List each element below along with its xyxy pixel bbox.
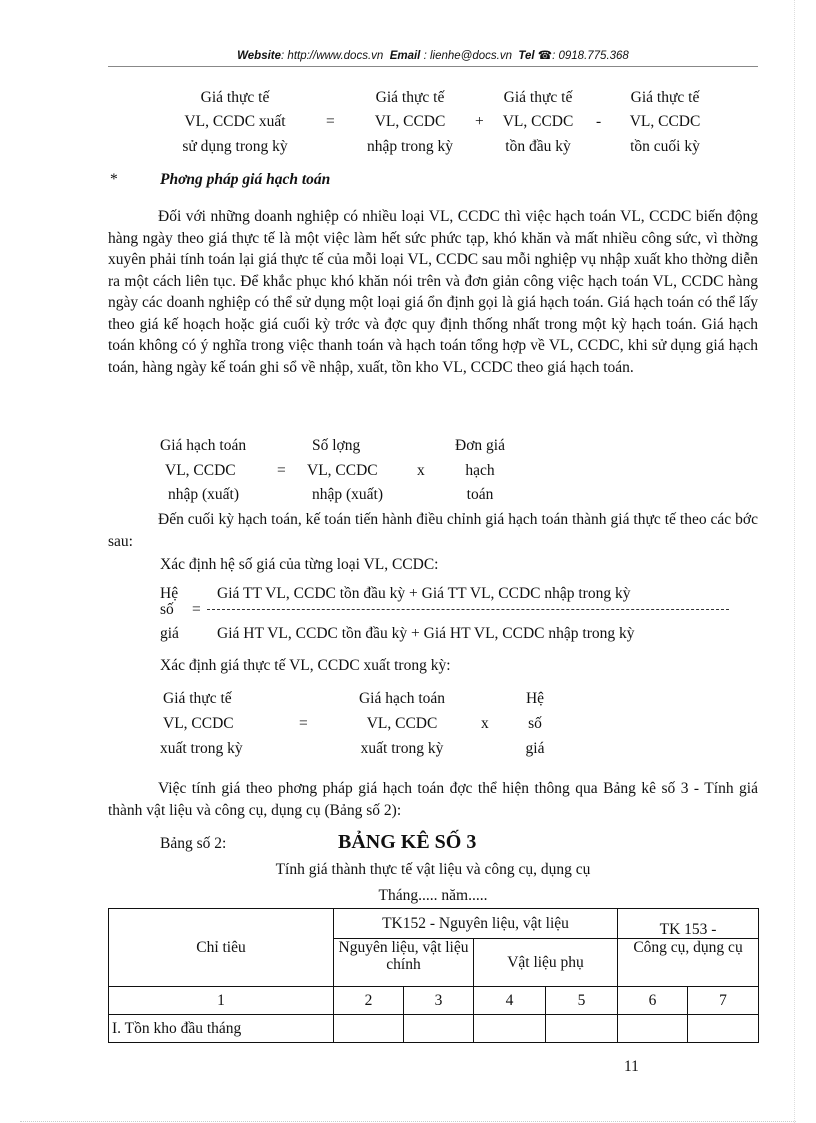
f2-col1-line2: VL, CCDC <box>165 462 236 479</box>
f3-col3-line3: giá <box>525 740 545 757</box>
table-title: BẢNG KÊ SỐ 3 <box>338 831 477 853</box>
col-number: 6 <box>618 987 688 1015</box>
col-number: 7 <box>688 987 759 1015</box>
f1-equals: = <box>326 113 335 130</box>
f1-col2-line1: Giá thực tế <box>375 89 445 106</box>
header-rule <box>108 66 758 67</box>
phone-icon: ☎ <box>537 50 553 62</box>
f2-times: x <box>417 462 425 479</box>
f2-col3-line2: hạch <box>465 462 495 479</box>
f2-equals: = <box>277 462 286 479</box>
f1-minus: - <box>596 113 602 130</box>
f3-equals: = <box>299 715 308 732</box>
f3-col3-line1: Hệ <box>525 690 545 707</box>
coef-label-top: Hệ <box>160 585 179 602</box>
header-tk152: TK152 - Nguyên liệu, vật liệu <box>334 909 618 939</box>
coef-intro: Xác định hệ số giá của từng loại VL, CCDC: <box>160 556 439 573</box>
coef-denominator: Giá HT VL, CCDC tồn đầu kỳ + Giá HT VL, CCDC nhập trong kỳ <box>217 625 635 642</box>
page-header <box>108 48 758 62</box>
website-value: : http://www.docs.vn <box>281 50 384 62</box>
table-cell <box>546 1015 618 1043</box>
actual-intro: Xác định giá thực tế VL, CCDC xuất trong kỳ: <box>160 657 451 674</box>
col-number: 3 <box>404 987 474 1015</box>
row-ton-kho-dau-thang: I. Tồn kho đầu tháng <box>109 1015 334 1043</box>
paragraph-adjust: Đến cuối kỳ hạch toán, kế toán tiến hành điều chỉnh giá hạch toán thành giá thực tế theo các bớc sau: <box>108 511 758 550</box>
coef-equals: = <box>192 601 201 618</box>
f3-col1-line1: Giá thực tế <box>163 690 232 707</box>
f2-col2-line2: VL, CCDC <box>307 462 378 479</box>
table-cell <box>334 1015 404 1043</box>
f1-col3-line1: Giá thực tế <box>503 89 573 106</box>
tel-value: : 0918.775.368 <box>552 50 629 62</box>
f1-plus: + <box>475 113 484 130</box>
f3-col2-line1: Giá hạch toán <box>358 690 446 707</box>
f1-col1-line3: sử dụng trong kỳ <box>182 138 288 155</box>
f3-col2-line2: VL, CCDC <box>366 715 438 732</box>
header-ccdc: Công cụ, dụng cụ <box>618 939 759 987</box>
summary-table <box>108 908 759 1043</box>
email-value: : lienhe@docs.vn <box>423 50 512 62</box>
f1-col3-line2: VL, CCDC <box>502 113 574 130</box>
col-number: 4 <box>474 987 546 1015</box>
f3-col1-line2: VL, CCDC <box>163 715 234 732</box>
f3-col2-line3: xuất trong kỳ <box>360 740 444 757</box>
f2-col1-line1: Giá hạch toán <box>160 437 247 454</box>
email-label: Email <box>389 50 421 62</box>
col-number: 5 <box>546 987 618 1015</box>
f3-times: x <box>481 715 489 732</box>
table-number-label: Bảng số 2: <box>160 835 227 852</box>
f2-col1-line3: nhập (xuất) <box>168 486 240 503</box>
table-cell <box>618 1015 688 1043</box>
header-nl-chinh: Nguyên liệu, vật liệu chính <box>334 939 474 987</box>
table-cell <box>688 1015 759 1043</box>
table-subtitle: Tính giá thành thực tế vật liệu và công cụ, dụng cụ <box>275 861 591 878</box>
f1-col4-line2: VL, CCDC <box>629 113 701 130</box>
table-cell <box>474 1015 546 1043</box>
col-number: 2 <box>334 987 404 1015</box>
fraction-line <box>207 609 729 610</box>
table-cell <box>404 1015 474 1043</box>
f1-col1-line1: Giá thực tế <box>200 89 270 106</box>
paragraph-intro: Đối với những doanh nghiệp có nhiều loại VL, CCDC thì việc hạch toán VL, CCDC biến động hàng ngày theo giá thực tế là một việc làm hết sức phức tạp, khó khăn và mất nhiều công sức, vì thờng xuyên phải tính toán lại giá thực tế của mỗi loại VL, CCDC sau mỗi nghiệp vụ nhập xuất kho thờng diễn ra một cách liên tục. Để khắc phục khó khăn nói trên và đơn giản công việc hạch toán VL, CCDC hàng ngày các doanh nghiệp có thể sử dụng một loại giá ổn định gọi là giá hạch toán. Giá hạch toán có thể lấy theo giá kế hoạch hoặc giá cuối kỳ trớc và đợc quy định thống nhất trong một kỳ hạch toán. Giá hạch toán không có ý nghĩa trong việc thanh toán và hạch toán tổng hợp về VL, CCDC, khi sử dụng giá hạch toán, hàng ngày kế toán ghi sổ về nhập, xuất, tồn kho VL, CCDC theo giá hạch toán. <box>108 208 758 376</box>
bottom-border <box>20 1121 796 1122</box>
website-label: Website <box>237 50 282 62</box>
f2-col2-line3: nhập (xuất) <box>312 486 384 503</box>
header-tk153: TK 153 - <box>618 909 759 939</box>
header-chi-tieu: Chỉ tiêu <box>109 909 334 987</box>
f1-col2-line3: nhập trong kỳ <box>366 138 454 155</box>
f3-col3-line2: số <box>528 715 542 732</box>
coef-label-bot: giá <box>160 625 179 642</box>
section-title: Phơng pháp giá hạch toán <box>160 171 331 188</box>
paragraph-table-ref: Việc tính giá theo phơng pháp giá hạch toán đợc thể hiện thông qua Bảng kê số 3 - Tính giá thành vật liệu và công cụ, dụng cụ (Bảng số 2): <box>108 780 758 819</box>
f2-col3-line1: Đơn giá <box>455 437 505 454</box>
coef-numerator: Giá TT VL, CCDC tồn đầu kỳ + Giá TT VL, CCDC nhập trong kỳ <box>217 585 631 602</box>
f2-col2-line1: Số lợng <box>312 437 361 454</box>
section-bullet: * <box>110 171 118 188</box>
tel-label: Tel <box>518 50 535 62</box>
coef-label-mid: số <box>160 601 174 618</box>
f1-col1-line2: VL, CCDC xuất <box>184 113 286 130</box>
right-border <box>794 0 795 1123</box>
f3-col1-line3: xuất trong kỳ <box>160 740 243 757</box>
f1-col3-line3: tồn đầu kỳ <box>505 138 571 155</box>
page-number: 11 <box>624 1058 639 1075</box>
f1-col4-line3: tồn cuối kỳ <box>630 138 700 155</box>
f1-col4-line1: Giá thực tế <box>630 89 700 106</box>
header-vl-phu: Vật liệu phụ <box>474 939 618 987</box>
table-period: Tháng..... năm..... <box>378 887 488 904</box>
f2-col3-line3: toán <box>466 486 494 503</box>
f1-col2-line2: VL, CCDC <box>374 113 446 130</box>
col-number: 1 <box>109 987 334 1015</box>
